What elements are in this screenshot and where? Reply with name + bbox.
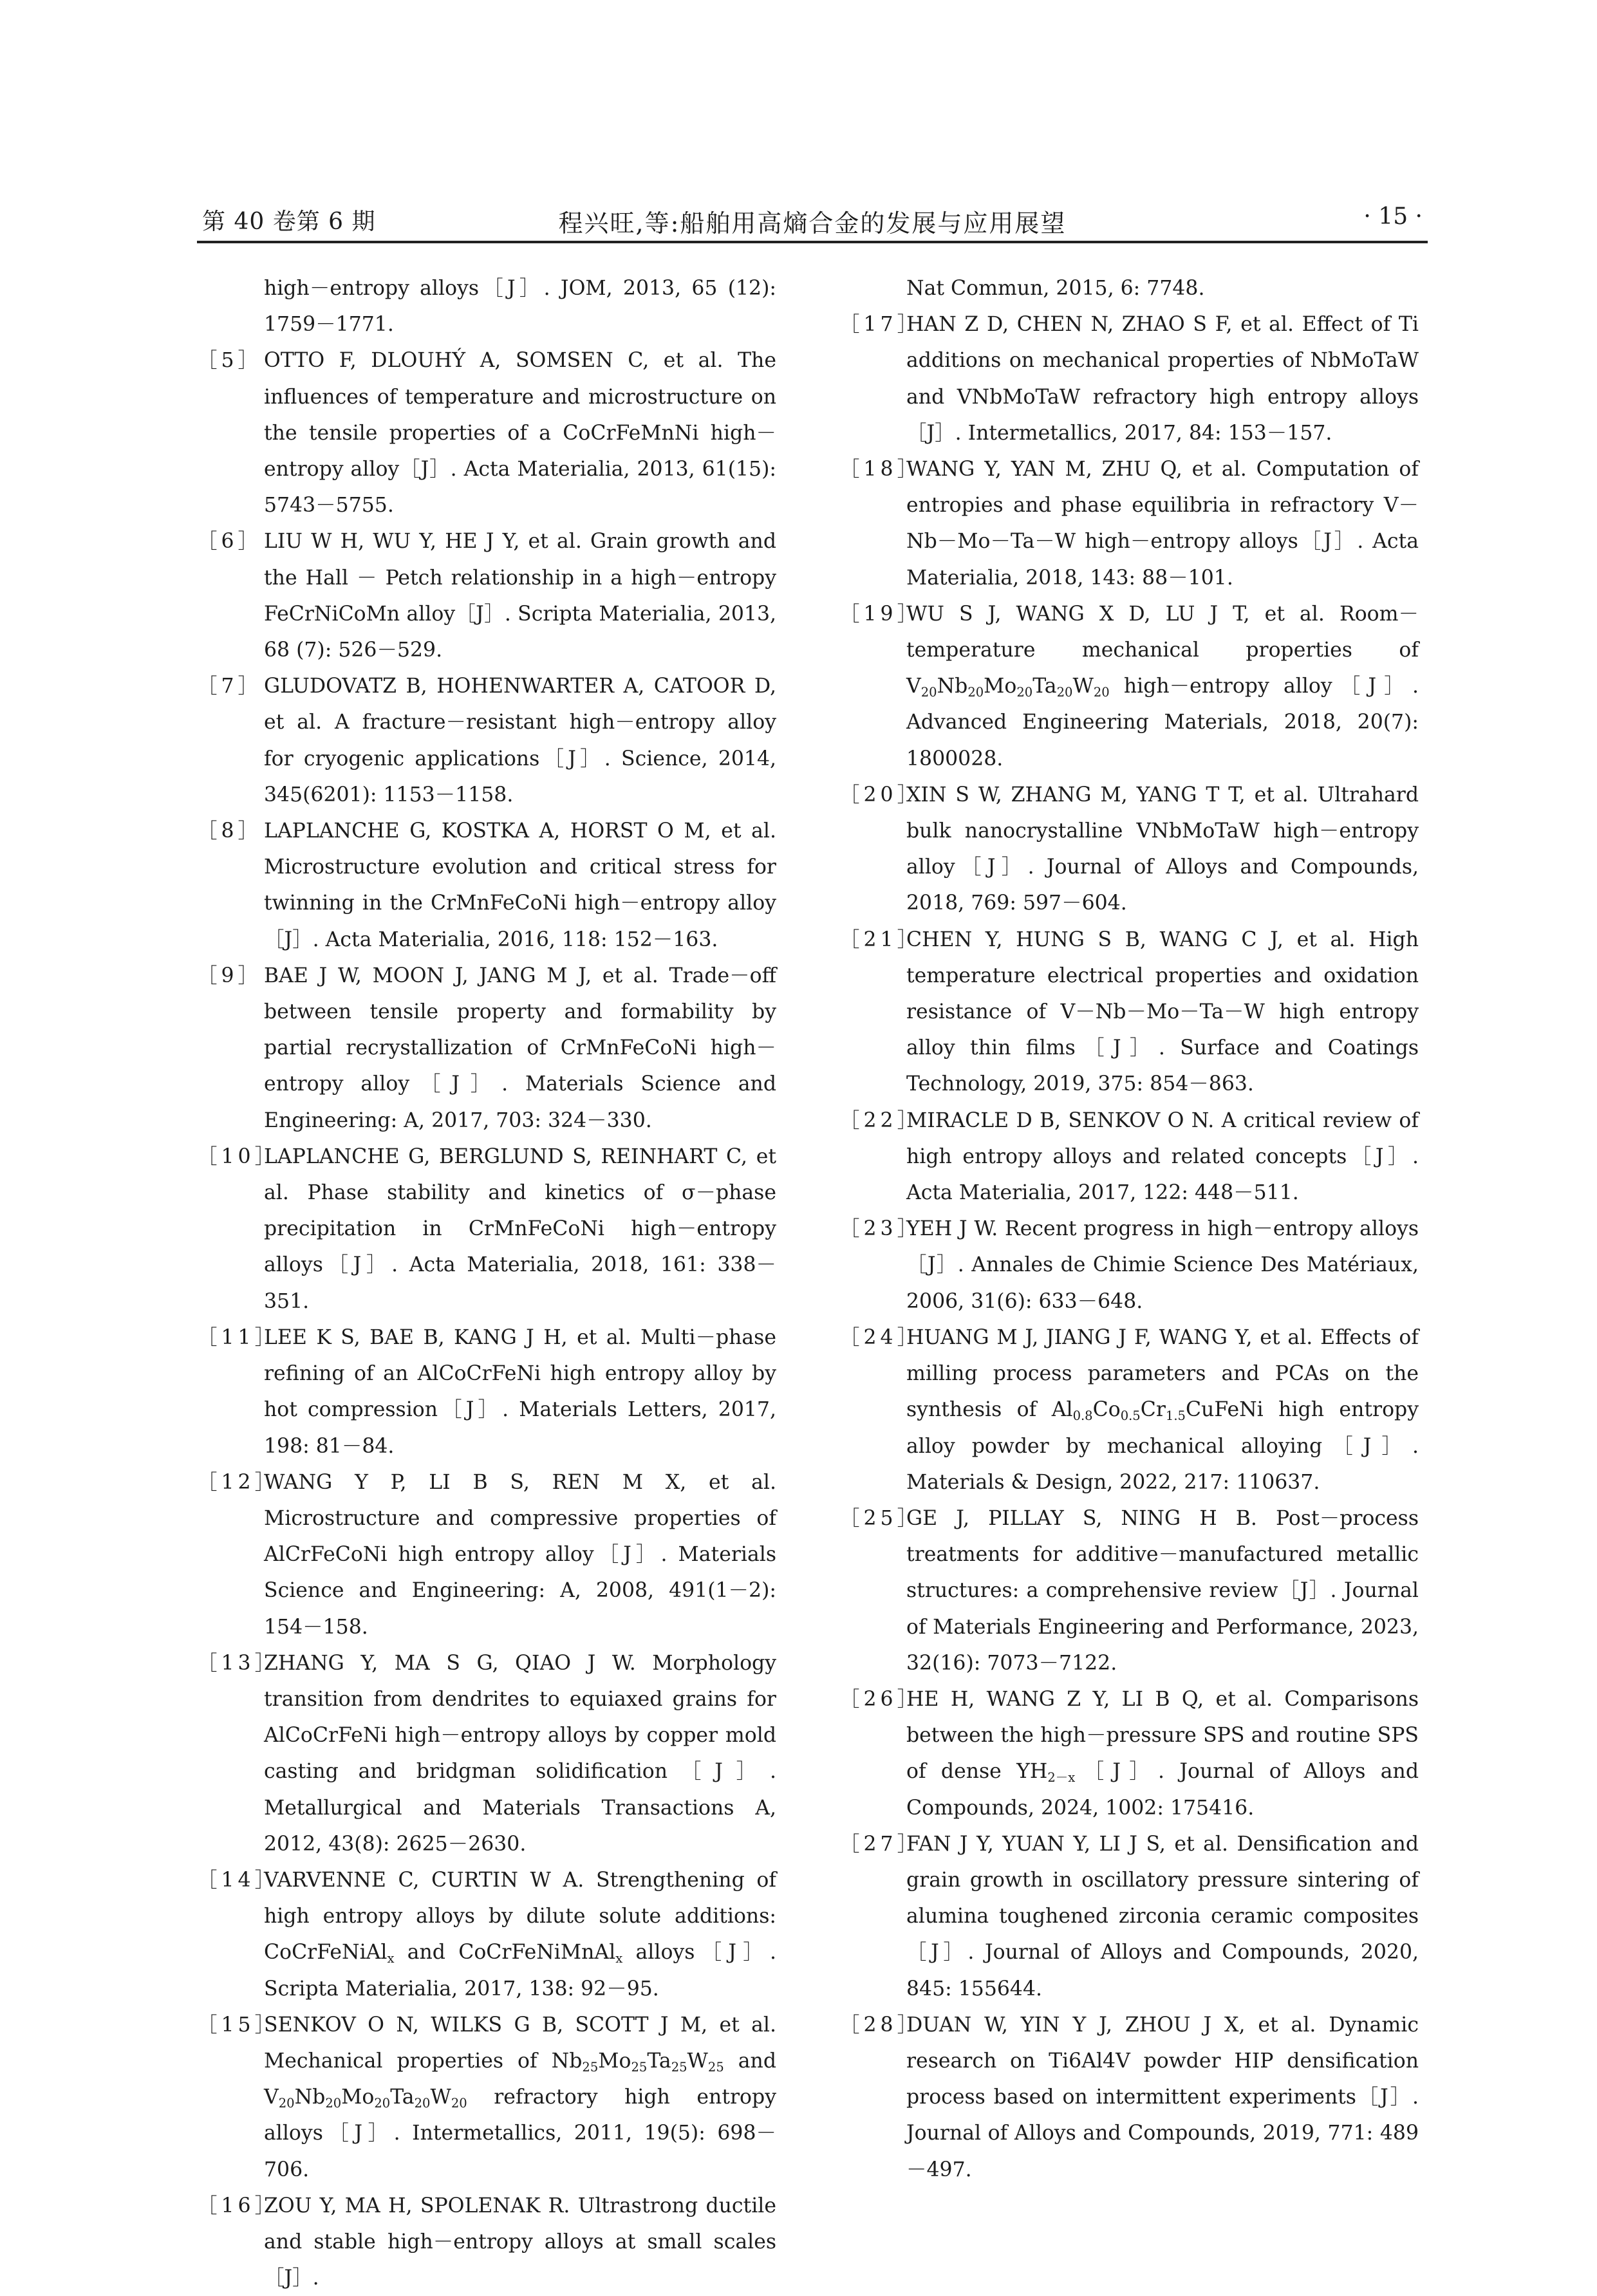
reference-continuation xyxy=(839,270,1419,306)
reference-entry xyxy=(197,1862,776,2007)
reference-entry xyxy=(839,1320,1419,1500)
reference-text: WU S J, WANG X D, LU J T, et al. Room－temperature mechanical properties of $V_{20}Nb_{20}Mo_{20}Ta_{20}W_{20}$ high－entropy alloy［J］. Advanced Engineering Materials, 2018, 20(7): 1800028. xyxy=(906,602,1419,770)
reference-entry xyxy=(197,1320,776,1464)
page-number: · 15 · xyxy=(1363,203,1423,230)
article-running-title: 程兴旺,等:船舶用高熵合金的发展与应用展望 xyxy=(558,209,1067,238)
reference-text: high－entropy alloys［J］. JOM, 2013, 65 (12): 1759－1771. xyxy=(264,277,776,337)
reference-number: ［9］ xyxy=(197,964,263,987)
reference-entry xyxy=(197,2188,776,2296)
reference-continuation xyxy=(197,270,776,342)
reference-number: ［25］ xyxy=(839,1506,922,1530)
reference-number: ［20］ xyxy=(839,783,922,807)
reference-number: ［24］ xyxy=(839,1325,922,1349)
reference-number: ［22］ xyxy=(839,1108,922,1132)
reference-number: ［11］ xyxy=(197,1325,279,1349)
reference-text: VARVENNE C, CURTIN W A. Strengthening of high entropy alloys by dilute solute additions: CoCrFeNiAl$_x$ and CoCrFeNiMnAl$_x$ alloys［J］. Scripta Materialia, 2017, 138: 92－95. xyxy=(264,1868,777,2001)
reference-number: ［14］ xyxy=(197,1868,279,1892)
reference-text: DUAN W, YIN Y J, ZHOU J X, et al. Dynamic research on Ti6Al4V powder HIP densification process based on intermittent experiments［J］. Journal of Alloys and Compounds, 2019, 771: 489－497. xyxy=(906,2013,1419,2181)
reference-number: ［5］ xyxy=(197,349,263,373)
reference-entry xyxy=(839,596,1419,777)
reference-number: ［26］ xyxy=(839,1687,922,1711)
reference-text: XIN S W, ZHANG M, YANG T T, et al. Ultrahard bulk nanocrystalline VNbMoTaW high－entropy alloy［J］. Journal of Alloys and Compounds, 2018, 769: 597－604. xyxy=(906,783,1419,915)
reference-text: WANG Y P, LI B S, REN M X, et al. Microstructure and compressive properties of AlCrFeCoNi high entropy alloy［J］. Materials Science and Engineering: A, 2008, 491(1－2): 154－158. xyxy=(264,1470,776,1639)
journal-volume-issue: 第 40 卷第 6 期 xyxy=(202,209,376,235)
reference-text: LIU W H, WU Y, HE J Y, et al. Grain growth and the Hall － Petch relationship in a high－entropy FeCrNiCoMn alloy［J］. Scripta Materialia, 2013, 68 (7): 526－529. xyxy=(264,530,776,662)
reference-text: LAPLANCHE G, BERGLUND S, REINHART C, et al. Phase stability and kinetics of σ－phase precipitation in CrMnFeCoNi high－entropy alloys［J］. Acta Materialia, 2018, 161: 338－351. xyxy=(264,1144,776,1313)
reference-entry xyxy=(197,342,776,523)
reference-entry xyxy=(197,523,776,668)
reference-text: WANG Y, YAN M, ZHU Q, et al. Computation of entropies and phase equilibria in refractory V－Nb－Mo－Ta－W high－entropy alloys［J］. Acta Materialia, 2018, 143: 88－101. xyxy=(906,458,1419,590)
reference-entry xyxy=(197,2007,776,2188)
reference-text: HUANG M J, JIANG J F, WANG Y, et al. Effects of milling process parameters and PCAs on the synthesis of $Al_{0.8}Co_{0.5}Cr_{1.5}CuFeNi$ high entropy alloy powder by mechanical alloying［J］. Materials & Design, 2022, 217: 110637. xyxy=(906,1325,1419,1494)
reference-text: BAE J W, MOON J, JANG M J, et al. Trade－off between tensile property and formability by partial recrystallization of CrMnFeCoNi high－entropy alloy［J］. Materials Science and Engineering: A, 2017, 703: 324－330. xyxy=(264,964,776,1132)
references-left-column xyxy=(197,270,776,2296)
reference-entry xyxy=(839,1681,1419,1826)
reference-text: LEE K S, BAE B, KANG J H, et al. Multi－phase refining of an AlCoCrFeNi high entropy alloy by hot compression［J］. Materials Letters, 2017, 198: 81－84. xyxy=(264,1325,776,1458)
reference-number: ［8］ xyxy=(197,819,263,843)
reference-text: YEH J W. Recent progress in high－entropy alloys［J］. Annales de Chimie Science Des Matériaux, 2006, 31(6): 633－648. xyxy=(906,1217,1419,1313)
reference-number: ［27］ xyxy=(839,1832,922,1856)
reference-entry xyxy=(197,813,776,958)
reference-number: ［17］ xyxy=(839,313,922,337)
reference-number: ［7］ xyxy=(197,675,263,698)
reference-text: ZHANG Y, MA S G, QIAO J W. Morphology transition from dendrites to equiaxed grains for AlCoCrFeNi high－entropy alloys by copper mold casting and bridgman solidification［J］. Metallurgical and Materials Transactions A, 2012, 43(8): 2625－2630. xyxy=(264,1651,776,1856)
reference-number: ［13］ xyxy=(197,1651,279,1675)
reference-number: ［28］ xyxy=(839,2013,922,2037)
reference-number: ［19］ xyxy=(839,602,922,626)
reference-text: FAN J Y, YUAN Y, LI J S, et al. Densification and grain growth in oscillatory pressure sintering of alumina toughened zirconia ceramic composites［J］. Journal of Alloys and Compounds, 2020, 845: 155644. xyxy=(906,1832,1419,2001)
reference-entry xyxy=(839,306,1419,451)
reference-entry xyxy=(197,1139,776,1320)
reference-entry xyxy=(197,1645,776,1862)
reference-entry xyxy=(839,1103,1419,1211)
reference-number: ［16］ xyxy=(197,2194,279,2217)
header-rule xyxy=(197,241,1428,243)
reference-text: HE H, WANG Z Y, LI B Q, et al. Comparisons between the high－pressure SPS and routine SPS of dense $YH_{2-x}[J]$. Journal of Alloys and Compounds, 2024, 1002: 175416. xyxy=(906,1687,1419,1820)
reference-entry xyxy=(839,451,1419,596)
reference-text: GLUDOVATZ B, HOHENWARTER A, CATOOR D, et al. A fracture－resistant high－entropy alloy for cryogenic applications［J］. Science, 2014, 345(6201): 1153－1158. xyxy=(264,675,776,807)
reference-entry xyxy=(197,668,776,813)
reference-number: ［15］ xyxy=(197,2013,279,2037)
reference-entry xyxy=(839,1211,1419,1320)
reference-text: LAPLANCHE G, KOSTKA A, HORST O M, et al. Microstructure evolution and critical stress for twinning in the CrMnFeCoNi high－entropy alloy［J］. Acta Materialia, 2016, 118: 152－163. xyxy=(264,819,776,951)
reference-text: MIRACLE D B, SENKOV O N. A critical review of high entropy alloys and related concepts［J］. Acta Materialia, 2017, 122: 448－511. xyxy=(906,1108,1419,1205)
reference-number: ［23］ xyxy=(839,1217,922,1241)
reference-entry xyxy=(197,958,776,1139)
reference-entry xyxy=(839,777,1419,922)
reference-entry xyxy=(839,1500,1419,1681)
reference-number: ［10］ xyxy=(197,1144,279,1168)
reference-text: ZOU Y, MA H, SPOLENAK R. Ultrastrong ductile and stable high－entropy alloys at small scales［J］. xyxy=(264,2194,776,2290)
reference-text: SENKOV O N, WILKS G B, SCOTT J M, et al. Mechanical properties of $Nb_{25}Mo_{25}Ta_{25}W_{25}$ and $V_{20}Nb_{20}Mo_{20}Ta_{20}W_{20}$ refractory high entropy alloys［J］. Intermetallics, 2011, 19(5): 698－706. xyxy=(264,2013,776,2181)
references-right-column xyxy=(839,270,1419,2188)
reference-text: HAN Z D, CHEN N, ZHAO S F, et al. Effect of Ti additions on mechanical properties of NbMoTaW and VNbMoTaW refractory high entropy alloys［J］. Intermetallics, 2017, 84: 153－157. xyxy=(906,313,1419,445)
reference-text: OTTO F, DLOUHÝ A, SOMSEN C, et al. The influences of temperature and microstructure on the tensile properties of a CoCrFeMnNi high－entropy alloy［J］. Acta Materialia, 2013, 61(15): 5743－5755. xyxy=(264,349,776,518)
reference-entry xyxy=(839,2007,1419,2188)
reference-entry xyxy=(197,1464,776,1645)
reference-number: ［21］ xyxy=(839,928,922,951)
reference-entry xyxy=(839,1826,1419,2007)
reference-text: Nat Commun, 2015, 6: 7748. xyxy=(906,277,1205,300)
reference-text: GE J, PILLAY S, NING H B. Post－process treatments for additive－manufactured metallic structures: a comprehensive review［J］. Journal of Materials Engineering and Performance, 2023, 32(16): 7073－7122. xyxy=(906,1506,1419,1675)
running-header xyxy=(197,203,1428,239)
reference-number: ［12］ xyxy=(197,1470,279,1494)
reference-text: CHEN Y, HUNG S B, WANG C J, et al. High temperature electrical properties and oxidation resistance of V－Nb－Mo－Ta－W high entropy alloy thin films［J］. Surface and Coatings Technology, 2019, 375: 854－863. xyxy=(906,928,1419,1096)
reference-number: ［18］ xyxy=(839,458,922,481)
reference-number: ［6］ xyxy=(197,530,263,554)
reference-entry xyxy=(839,922,1419,1103)
